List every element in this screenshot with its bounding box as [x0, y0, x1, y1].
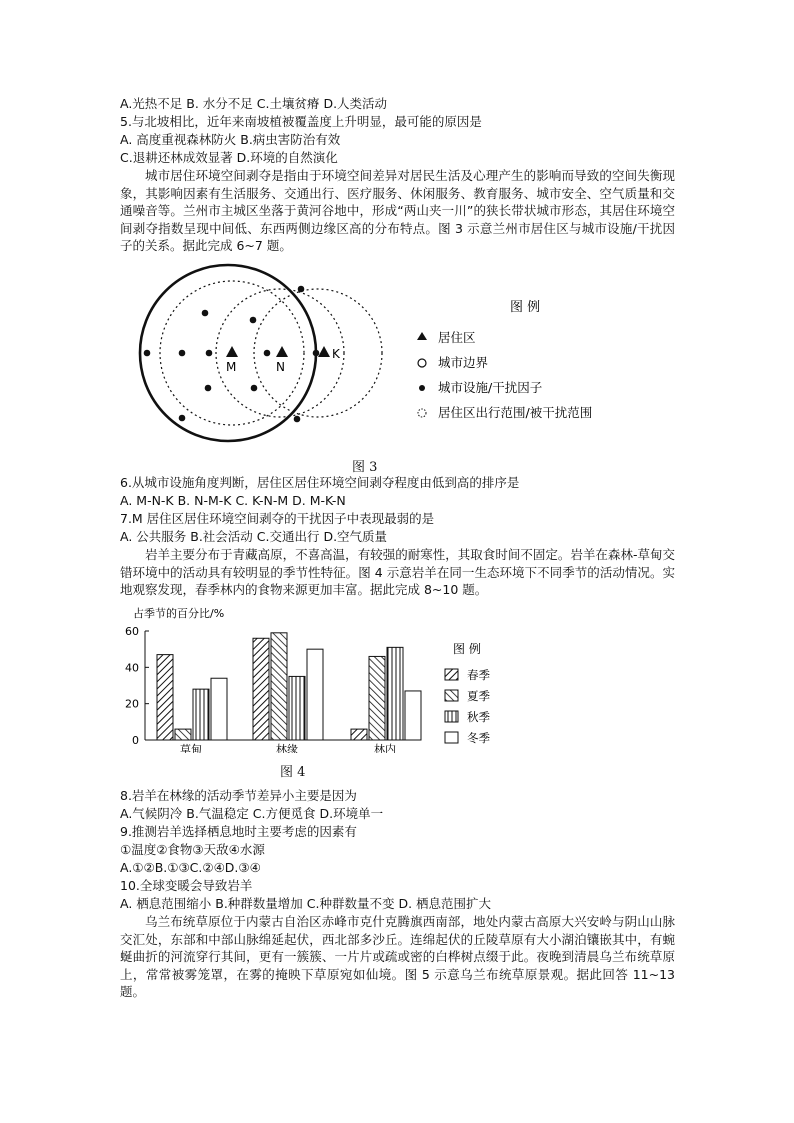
q7-stem: 7.M 居住区居住环境空间剥夺的干扰因子中表现最弱的是 [120, 511, 435, 526]
legend-residential: 居住区 [438, 330, 476, 345]
q5-options-ab: A. 高度重视森林防火 B.病虫害防治有效 [120, 132, 341, 147]
residential-N-triangle [276, 346, 288, 357]
label-N: N [276, 360, 285, 374]
legend-label: 夏季 [467, 689, 490, 703]
bar [307, 649, 323, 740]
figure-3-diagram [120, 258, 620, 448]
q6-stem: 6.从城市设施角度判断，居住区居住环境空间剥夺程度由低到高的排序是 [120, 475, 520, 490]
q8-stem: 8.岩羊在林缘的活动季节差异小主要是因为 [120, 788, 357, 803]
bars [157, 633, 421, 740]
q9-stem: 9.推测岩羊选择栖息地时主要考虑的因素有 [120, 824, 357, 839]
dashed-circle-icon [418, 409, 426, 417]
q10-options: A. 栖息范围缩小 B.种群数量增加 C.种群数量不变 D. 栖息范围扩大 [120, 896, 492, 911]
lanzhou-passage: 城市居住环境空间剥夺是指由于环境空间差异对居民生活及心理产生的影响而导致的空间失衡现象，其影响因素有生活服务、交通出行、医疗服务、休闲服务、教育服务、城市安全、空气质量和交通噪音等。兰州市主城区坐落于黄河谷地中，形成“两山夹一川”的狭长带状城市形态，其居住环境空间剥夺指数呈现中间低、东西两侧边缘区高的分布特点。图 3 示意兰州市居住区与城市设施/干扰因子的关系。据此完成 6~7 题。 [120, 168, 675, 253]
legend-facility: 城市设施/干扰因子 [438, 380, 543, 395]
bar [211, 678, 227, 740]
y-axis-label: 占季节的百分比/% [133, 607, 225, 620]
y-tick-label: 60 [125, 625, 139, 638]
facility-dot [251, 385, 258, 392]
legend-label: 秋季 [467, 710, 490, 724]
q6-options: A. M-N-K B. N-M-K C. K-N-M D. M-K-N [120, 493, 346, 508]
q5-stem: 5.与北坡相比，近年来南坡植被覆盖度上升明显，最可能的原因是 [120, 114, 482, 129]
legend-title: 图 例 [510, 300, 541, 315]
triangle-icon [417, 332, 427, 340]
legend-label: 春季 [467, 668, 490, 682]
bar [193, 689, 209, 740]
q9-items: ①温度②食物③天敌④水源 [120, 842, 265, 857]
legend-title: 图 例 [453, 642, 481, 656]
bar [405, 691, 421, 740]
legend-swatch [445, 669, 458, 680]
city-boundary-circle [140, 265, 316, 441]
facility-dot [313, 350, 320, 357]
legend-swatch [445, 711, 458, 722]
bar [289, 676, 305, 740]
figure-4-chart [115, 603, 535, 753]
residential-K-triangle [318, 346, 330, 357]
figure-4-caption: 图 4 [280, 765, 306, 780]
yanyang-passage: 岩羊主要分布于青藏高原，不喜高温，有较强的耐寒性，其取食时间不固定。岩羊在森林-草甸交错环境中的活动具有较明显的季节性特征。图 4 示意岩羊在同一生态环境下不同季节的活动情况。实地观察发现，春季林内的食物来源更加丰富。据此完成 8~10 题。 [120, 547, 675, 597]
label-K: K [332, 347, 340, 361]
facility-dot [202, 310, 209, 317]
residential-M-triangle [226, 346, 238, 357]
x-tick-label: 林内 [374, 743, 396, 753]
bar [271, 633, 287, 740]
circle-outline-icon [418, 359, 426, 367]
y-tick-label: 40 [125, 661, 139, 675]
facility-dot [264, 350, 271, 357]
bar [387, 647, 403, 740]
figure-4-legend [445, 641, 490, 745]
facility-dot [205, 385, 212, 392]
facility-dot [179, 415, 186, 422]
figure-3-legend [417, 300, 592, 420]
diagram-area [140, 265, 382, 441]
bar [157, 655, 173, 740]
legend-range: 居住区出行范围/被干扰范围 [438, 405, 593, 420]
dot-icon [419, 385, 425, 391]
bar [351, 729, 367, 740]
legend-boundary: 城市边界 [438, 355, 489, 370]
x-tick-label: 林缘 [276, 743, 298, 753]
x-tick-label: 草甸 [180, 743, 202, 753]
facility-dot [298, 286, 305, 293]
label-M: M [226, 360, 237, 374]
q7-options: A. 公共服务 B.社会活动 C.交通出行 D.空气质量 [120, 529, 388, 544]
legend-label: 冬季 [467, 731, 490, 745]
q10-stem: 10.全球变暖会导致岩羊 [120, 878, 253, 893]
legend-swatch [445, 690, 458, 701]
y-tick-label: 0 [132, 734, 139, 747]
facility-dot [179, 350, 186, 357]
q8-options: A.气候阴冷 B.气温稳定 C.方便觅食 D.环境单一 [120, 806, 384, 821]
facility-dot [294, 416, 301, 423]
x-labels [180, 742, 396, 753]
facility-dot [144, 350, 151, 357]
legend-swatch [445, 732, 458, 743]
facility-dot [206, 350, 213, 357]
bar [253, 638, 269, 740]
facility-dot [250, 317, 257, 324]
bar [175, 729, 191, 740]
q5-options-cd: C.退耕还林成效显著 D.环境的自然演化 [120, 150, 338, 165]
figure-3-caption: 图 3 [352, 460, 378, 475]
bar [369, 656, 385, 740]
q4-options: A.光热不足 B. 水分不足 C.土壤贫瘠 D.人类活动 [120, 96, 388, 111]
wulanbutong-passage: 乌兰布统草原位于内蒙古自治区赤峰市克什克腾旗西南部，地处内蒙古高原大兴安岭与阴山山脉交汇处，东部和中部山脉绵延起伏，西北部多沙丘。连绵起伏的丘陵草原有大小湖泊镶嵌其中，有蜿蜒曲折的河流穿行其间，更有一簇簇、一片片或疏或密的白桦树点缀于此。夜晚到清晨乌兰布统草原上，常常被雾笼罩，在雾的掩映下草原宛如仙境。图 5 示意乌兰布统草原景观。据此回答 11~13 题。 [120, 914, 675, 999]
y-tick-label: 20 [125, 697, 139, 711]
q9-options: A.①②B.①③C.②④D.③④ [120, 860, 261, 875]
